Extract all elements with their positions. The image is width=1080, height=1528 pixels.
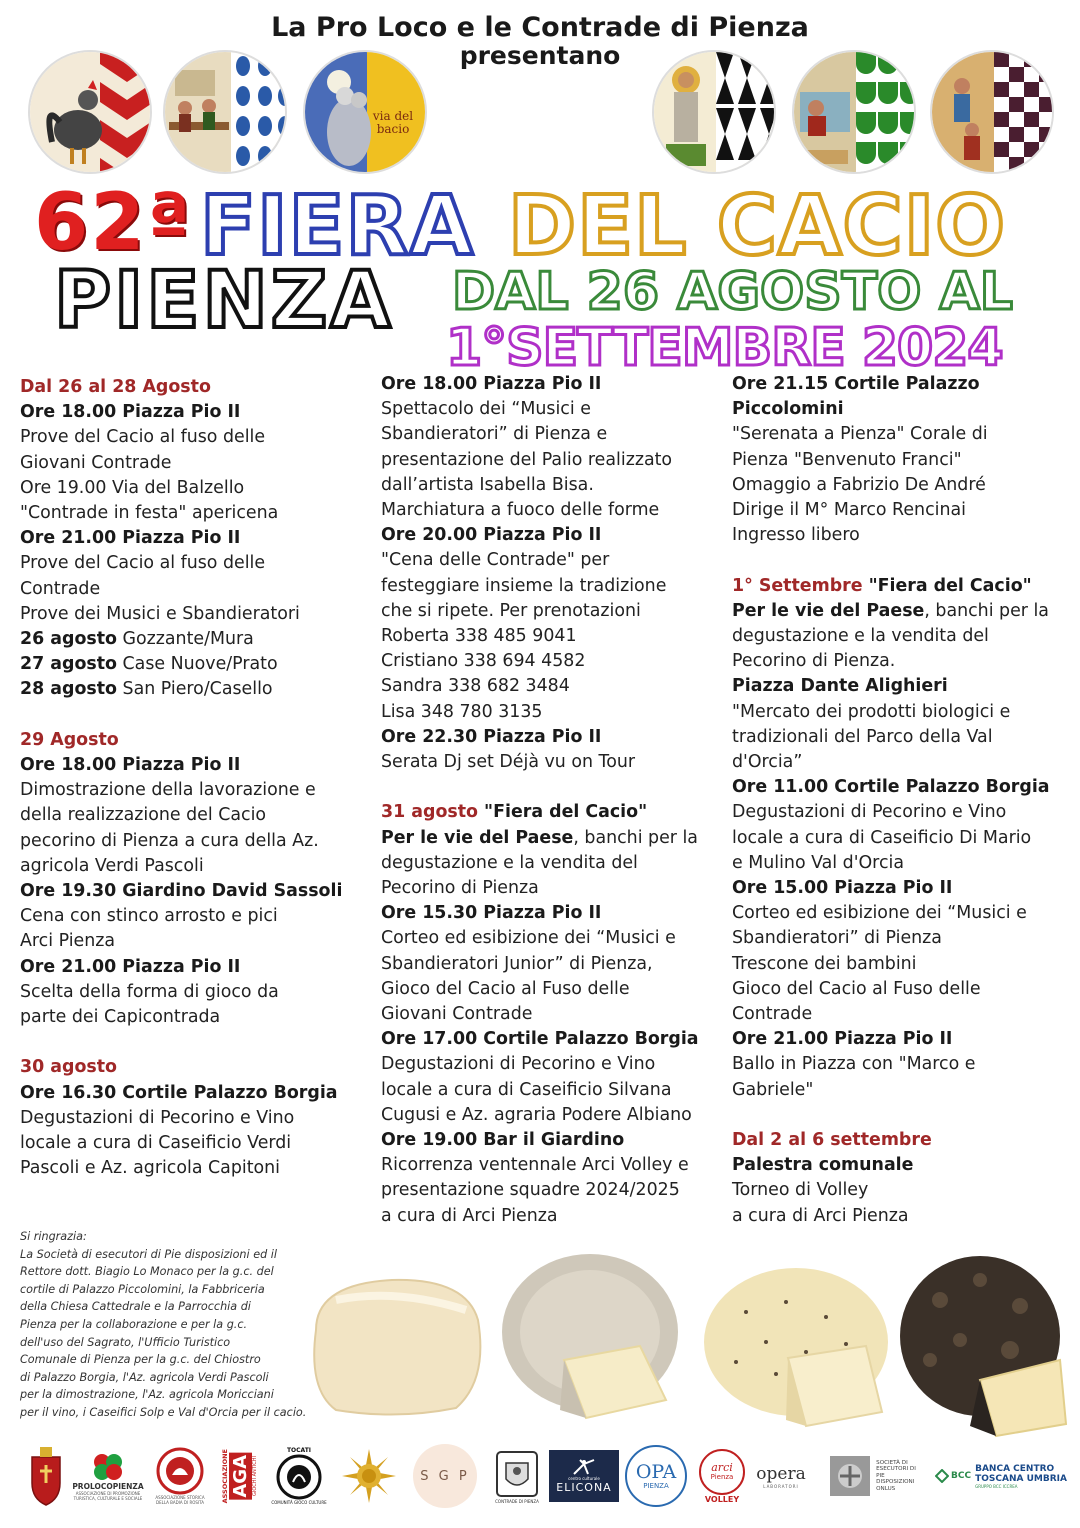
- event-description: Trescone dei bambini: [732, 953, 917, 974]
- aga-mark: AGA: [229, 1454, 251, 1498]
- event-time-place: Piccolomini: [732, 399, 844, 420]
- event-description: Pienza "Benvenuto Franci": [732, 449, 962, 470]
- crest-icon: [494, 1449, 540, 1499]
- event-description: Gioco del Cacio al Fuso delle: [381, 978, 630, 999]
- logo-bcc: [926, 1444, 1076, 1508]
- event-description: "Cena delle Contrade" per: [381, 550, 610, 571]
- program-column-3: [732, 372, 1050, 1229]
- spacer: [732, 1103, 1050, 1128]
- event-description: Contrade: [732, 1004, 813, 1025]
- day-heading: 31 agosto: [381, 802, 478, 823]
- event-description: festeggiare insieme la tradizione: [381, 575, 667, 596]
- event-time-place: Ore 19.00 Bar il Giardino: [381, 1130, 625, 1151]
- event-description: Ricorrenza ventennale Arci Volley e: [381, 1155, 689, 1176]
- storica-line2: DELLA BADIA DI ROSITA: [156, 1500, 204, 1505]
- logo-sun: [338, 1444, 400, 1508]
- bcc-line3: GRUPPO BCC ICCREA: [975, 1483, 1018, 1489]
- event-description: Omaggio a Fabrizio De André: [732, 474, 986, 495]
- day-heading: 1° Settembre: [732, 575, 863, 596]
- event-line: [20, 652, 342, 677]
- title-edition: 62ª: [34, 178, 193, 268]
- event-description: Sbandieratori” di Pienza e: [381, 424, 608, 445]
- logo-aga: [218, 1444, 260, 1508]
- event-description: Cristiano 338 694 4582: [381, 651, 586, 672]
- program-column-2: [381, 372, 699, 1229]
- acknowledgement-line: Si ringrazia:: [20, 1230, 87, 1243]
- cheese-truffle-crust: [900, 1250, 1070, 1440]
- emblem-rooster: [28, 50, 152, 174]
- event-label: 27 agosto: [20, 654, 117, 675]
- acknowledgement-line: dell'uso del Sagrato, l'Ufficio Turistico: [20, 1335, 231, 1349]
- opa-sub: PIENZA: [643, 1482, 669, 1490]
- clover-icon: [88, 1452, 128, 1482]
- event-time-place: Ore 18.00 Piazza Pio II: [20, 755, 241, 776]
- aga-sub: GIOCHI ANTICHI: [251, 1455, 258, 1496]
- event-description: d'Orcia”: [732, 752, 803, 773]
- societa-line2: ESECUTORI DI: [876, 1466, 916, 1473]
- event-description: Corteo ed esibizione dei “Musici e: [732, 903, 1027, 924]
- program-column-1: [20, 375, 342, 1181]
- event-description: tradizionali del Parco della Val: [732, 726, 993, 747]
- event-description: e Mulino Val d'Orcia: [732, 852, 904, 873]
- event-description: locale a cura di Caseificio Verdi: [20, 1133, 292, 1154]
- event-detail: San Piero/Casello: [117, 679, 273, 700]
- tocati-top: TOCATI: [286, 1447, 312, 1454]
- event-description: "Mercato dei prodotti biologici e: [732, 701, 1011, 722]
- event-description: Cugusi e Az. agraria Podere Albiano: [381, 1104, 692, 1125]
- title-dates-line2: 1°SETTEMBRE 2024: [446, 318, 1003, 378]
- event-description: Pecorino di Pienza: [381, 878, 539, 899]
- day-heading: 29 Agosto: [20, 729, 119, 750]
- event-description: Scelta della forma di gioco da: [20, 981, 279, 1002]
- event-description: degustazione e la vendita del: [381, 852, 638, 873]
- event-description: della realizzazione del Cacio: [20, 805, 267, 826]
- event-time-place: Ore 22.30 Piazza Pio II: [381, 726, 602, 747]
- logo-sgp: [410, 1444, 480, 1508]
- event-description: Dirige il M° Marco Rencinai: [732, 500, 966, 521]
- event-description: pecorino di Pienza a cura della Az.: [20, 830, 319, 851]
- arci-mark: arci: [711, 1461, 733, 1474]
- tocati-side: COMUNITÀ GIOCO CULTURE: [271, 1500, 327, 1505]
- event-description: dall’artista Isabella Bisa.: [381, 474, 594, 495]
- event-description: "Contrade in festa" apericena: [20, 503, 279, 524]
- acknowledgements: [20, 1228, 340, 1422]
- event-description: che si ripete. Per prenotazioni: [381, 600, 641, 621]
- proloco-sub1: ASSOCIAZIONE DI PROMOZIONE: [75, 1490, 141, 1496]
- emblem-via-del-bacio: [303, 50, 427, 174]
- event-description: Ballo in Piazza con "Marco e: [732, 1054, 976, 1075]
- event-description: Pecorino di Pienza.: [732, 651, 896, 672]
- dancer-icon: [570, 1458, 598, 1476]
- bcc-mark: BCC: [951, 1471, 972, 1481]
- title-fiera: FIERA: [200, 179, 475, 274]
- event-description: Ore 19.00 Via del Balzello: [20, 477, 245, 498]
- proloco-sub2: TURISTICA, CULTURALE E SOCIALE: [73, 1495, 143, 1501]
- acknowledgement-line: della Chiesa Cattedrale e la Parrocchia di: [20, 1300, 251, 1314]
- event-detail: Case Nuove/Prato: [117, 654, 278, 675]
- event-time-place: Ore 15.30 Piazza Pio II: [381, 903, 602, 924]
- sgp-mark: S G P: [413, 1444, 477, 1508]
- logo-tocati: [266, 1444, 332, 1508]
- event-line: [20, 677, 342, 702]
- event-description: Marchiatura a fuoco delle forme: [381, 500, 660, 521]
- event-description: Contrade: [20, 578, 101, 599]
- event-description: a cura di Arci Pienza: [381, 1205, 558, 1226]
- event-time-place: Ore 21.15 Cortile Palazzo: [732, 374, 980, 394]
- logo-societa: [822, 1444, 922, 1508]
- event-description: Torneo di Volley: [732, 1180, 869, 1201]
- event-label: 28 agosto: [20, 679, 117, 700]
- emblem-via-del-bacio-text: via del bacio: [372, 109, 414, 136]
- title-dates-line1: DAL 26 AGOSTO AL: [452, 262, 1013, 322]
- title-pienza: PIENZA: [54, 256, 394, 346]
- opa-mark: OPA: [635, 1461, 677, 1483]
- event-time-place: Ore 20.00 Piazza Pio II: [381, 525, 602, 546]
- event-description: Degustazioni di Pecorino e Vino: [20, 1107, 295, 1128]
- cheese-aged: [490, 1250, 690, 1430]
- event-label: Per le vie del Paese: [732, 600, 925, 621]
- logo-arci: [698, 1444, 746, 1508]
- event-description: Spettacolo dei “Musici e: [381, 399, 591, 420]
- day-heading: 30 agosto: [20, 1057, 117, 1078]
- bcc-icon: [935, 1469, 949, 1483]
- event-description: Pascoli e Az. agricola Capitoni: [20, 1158, 281, 1179]
- storica-line1: ASSOCIAZIONE STORICA: [155, 1495, 205, 1500]
- event-line: [381, 800, 699, 825]
- event-detail: Gozzante/Mura: [117, 629, 254, 650]
- acknowledgement-line: Rettore dott. Biagio Lo Monaco per la g.c. del: [20, 1265, 274, 1279]
- day-heading: Dal 26 al 28 Agosto: [20, 377, 211, 397]
- societa-line4: DISPOSIZIONI: [876, 1479, 915, 1486]
- event-time-place: Ore 21.00 Piazza Pio II: [20, 956, 241, 977]
- societa-line1: SOCIETÀ DI: [876, 1459, 908, 1466]
- event-description: presentazione squadre 2024/2025: [381, 1180, 680, 1201]
- event-description: locale a cura di Caseificio Silvana: [381, 1079, 672, 1100]
- emblem-workers: [930, 50, 1054, 174]
- event-description: Sandra 338 682 3484: [381, 676, 570, 697]
- seal-icon: [156, 1447, 204, 1495]
- logo-comune-pienza: [22, 1444, 70, 1508]
- event-label: Per le vie del Paese: [381, 827, 574, 848]
- event-detail: , banchi per la: [573, 827, 698, 848]
- event-description: a cura di Arci Pienza: [732, 1205, 909, 1226]
- event-label: 26 agosto: [20, 629, 117, 650]
- event-description: Serata Dj set Déjà vu on Tour: [381, 752, 636, 773]
- event-description: Cena con stinco arrosto e pici: [20, 906, 278, 927]
- day-heading: Dal 2 al 6 settembre: [732, 1130, 932, 1151]
- acknowledgement-line: Pienza per la collaborazione e per la g.c.: [20, 1317, 248, 1331]
- proloco-name: PROLOCOPIENZA: [72, 1481, 144, 1491]
- opera-mark: opera: [756, 1463, 806, 1484]
- event-description: Gabriele": [732, 1079, 814, 1100]
- spacer: [381, 775, 699, 800]
- logo-opera: [746, 1444, 816, 1508]
- acknowledgement-line: La Società di esecutori di Pie disposizioni ed il: [20, 1247, 277, 1261]
- arci-sub: Pienza: [710, 1473, 734, 1481]
- event-line: [381, 826, 699, 851]
- event-line: [20, 627, 342, 652]
- event-description: Sbandieratori” di Pienza: [732, 928, 942, 949]
- societa-line3: PIE: [876, 1472, 885, 1479]
- arci-label: VOLLEY: [704, 1494, 740, 1504]
- event-time-place: Ore 11.00 Cortile Palazzo Borgia: [732, 777, 1050, 798]
- aga-vertical: ASSOCIAZIONE: [220, 1448, 229, 1504]
- event-description: parte dei Capicontrada: [20, 1007, 221, 1028]
- event-description: Dimostrazione della lavorazione e: [20, 780, 316, 801]
- title-del-cacio: DEL CACIO: [508, 179, 1006, 274]
- event-time-place: Ore 21.00 Piazza Pio II: [732, 1029, 953, 1050]
- logo-contrade: [490, 1444, 544, 1508]
- opera-sub: LABORATORI: [763, 1483, 799, 1489]
- event-description: Prove del Cacio al fuso delle: [20, 553, 266, 574]
- event-description: Gioco del Cacio al Fuso delle: [732, 978, 981, 999]
- event-time-place: Ore 15.00 Piazza Pio II: [732, 878, 953, 899]
- logo-storica: [146, 1444, 214, 1508]
- event-description: Degustazioni di Pecorino e Vino: [381, 1054, 656, 1075]
- event-time-place: Ore 18.00 Piazza Pio II: [20, 402, 241, 423]
- event-description: Arci Pienza: [20, 931, 116, 952]
- elicona-line2: ELICONA: [556, 1481, 612, 1494]
- contrade-label: CONTRADE DI PIENZA: [495, 1498, 539, 1504]
- event-description: Giovani Contrade: [381, 1004, 533, 1025]
- societa-emblem-icon: [828, 1454, 872, 1498]
- bcc-line1: BANCA CENTRO: [975, 1463, 1055, 1474]
- event-description: degustazione e la vendita del: [732, 626, 989, 647]
- event-description: agricola Verdi Pascoli: [20, 855, 204, 876]
- logo-elicona: [548, 1444, 620, 1508]
- event-description: Sbandieratori Junior” di Pienza,: [381, 953, 653, 974]
- event-time-place: Ore 18.00 Piazza Pio II: [381, 374, 602, 394]
- event-description: Ingresso libero: [732, 525, 860, 546]
- event-time-place: Ore 17.00 Cortile Palazzo Borgia: [381, 1029, 699, 1050]
- header-line2: presentano: [459, 41, 621, 70]
- acknowledgement-line: per la dimostrazione, l'Az. agricola Moricciani: [20, 1388, 274, 1402]
- acknowledgement-line: per il vino, i Caseifici Solp e Val d'Orcia per il cacio.: [20, 1405, 307, 1419]
- cheese-plain: [296, 1270, 496, 1420]
- emblem-cheese-maker: [792, 50, 916, 174]
- header-line1: La Pro Loco e le Contrade di Pienza: [271, 12, 809, 43]
- event-time-place: Ore 19.30 Giardino David Sassoli: [20, 881, 343, 902]
- event-description: presentazione del Palio realizzato: [381, 449, 673, 470]
- event-description: locale a cura di Caseificio Di Mario: [732, 827, 1032, 848]
- event-description: "Serenata a Pienza" Corale di: [732, 424, 988, 445]
- event-description: Roberta 338 485 9041: [381, 626, 577, 647]
- event-description: Corteo ed esibizione dei “Musici e: [381, 928, 676, 949]
- acknowledgement-line: Comunale di Pienza per la g.c. del Chiostro: [20, 1353, 261, 1367]
- event-time-place: Piazza Dante Alighieri: [732, 676, 948, 697]
- event-description: Prove del Cacio al fuso delle: [20, 427, 266, 448]
- spacer: [20, 1030, 342, 1055]
- spacer: [20, 703, 342, 728]
- tocati-circle-icon: [273, 1454, 325, 1500]
- event-line: [732, 574, 1050, 599]
- event-description: Giovani Contrade: [20, 452, 172, 473]
- event-description: Degustazioni di Pecorino e Vino: [732, 802, 1007, 823]
- societa-line5: ONLUS: [876, 1485, 896, 1492]
- event-time-place: Ore 16.30 Cortile Palazzo Borgia: [20, 1082, 338, 1103]
- bcc-line2: TOSCANA UMBRIA: [975, 1473, 1067, 1484]
- coat-of-arms-icon: [26, 1445, 66, 1507]
- emblem-people-feast: [163, 50, 287, 174]
- event-description: Prove dei Musici e Sbandieratori: [20, 603, 300, 624]
- cheese-truffle: [696, 1262, 896, 1432]
- event-description: Lisa 348 780 3135: [381, 701, 543, 722]
- event-line: [732, 599, 1050, 624]
- logo-opa: [624, 1444, 688, 1508]
- acknowledgement-line: cortile di Palazzo Piccolomini, la Fabbriceria: [20, 1282, 265, 1296]
- elicona-line1: centro culturale: [568, 1476, 600, 1481]
- event-detail: "Fiera del Cacio": [862, 575, 1032, 596]
- event-detail: , banchi per la: [924, 600, 1049, 621]
- spacer: [732, 548, 1050, 573]
- sun-icon: [340, 1447, 398, 1505]
- event-time-place: Palestra comunale: [732, 1155, 914, 1176]
- event-time-place: Ore 21.00 Piazza Pio II: [20, 528, 241, 549]
- logo-proloco: [72, 1444, 144, 1508]
- emblem-shepherd: [652, 50, 776, 174]
- event-detail: "Fiera del Cacio": [478, 802, 648, 823]
- acknowledgement-line: di Palazzo Borgia, l'Az. agricola Verdi Pascoli: [20, 1370, 269, 1384]
